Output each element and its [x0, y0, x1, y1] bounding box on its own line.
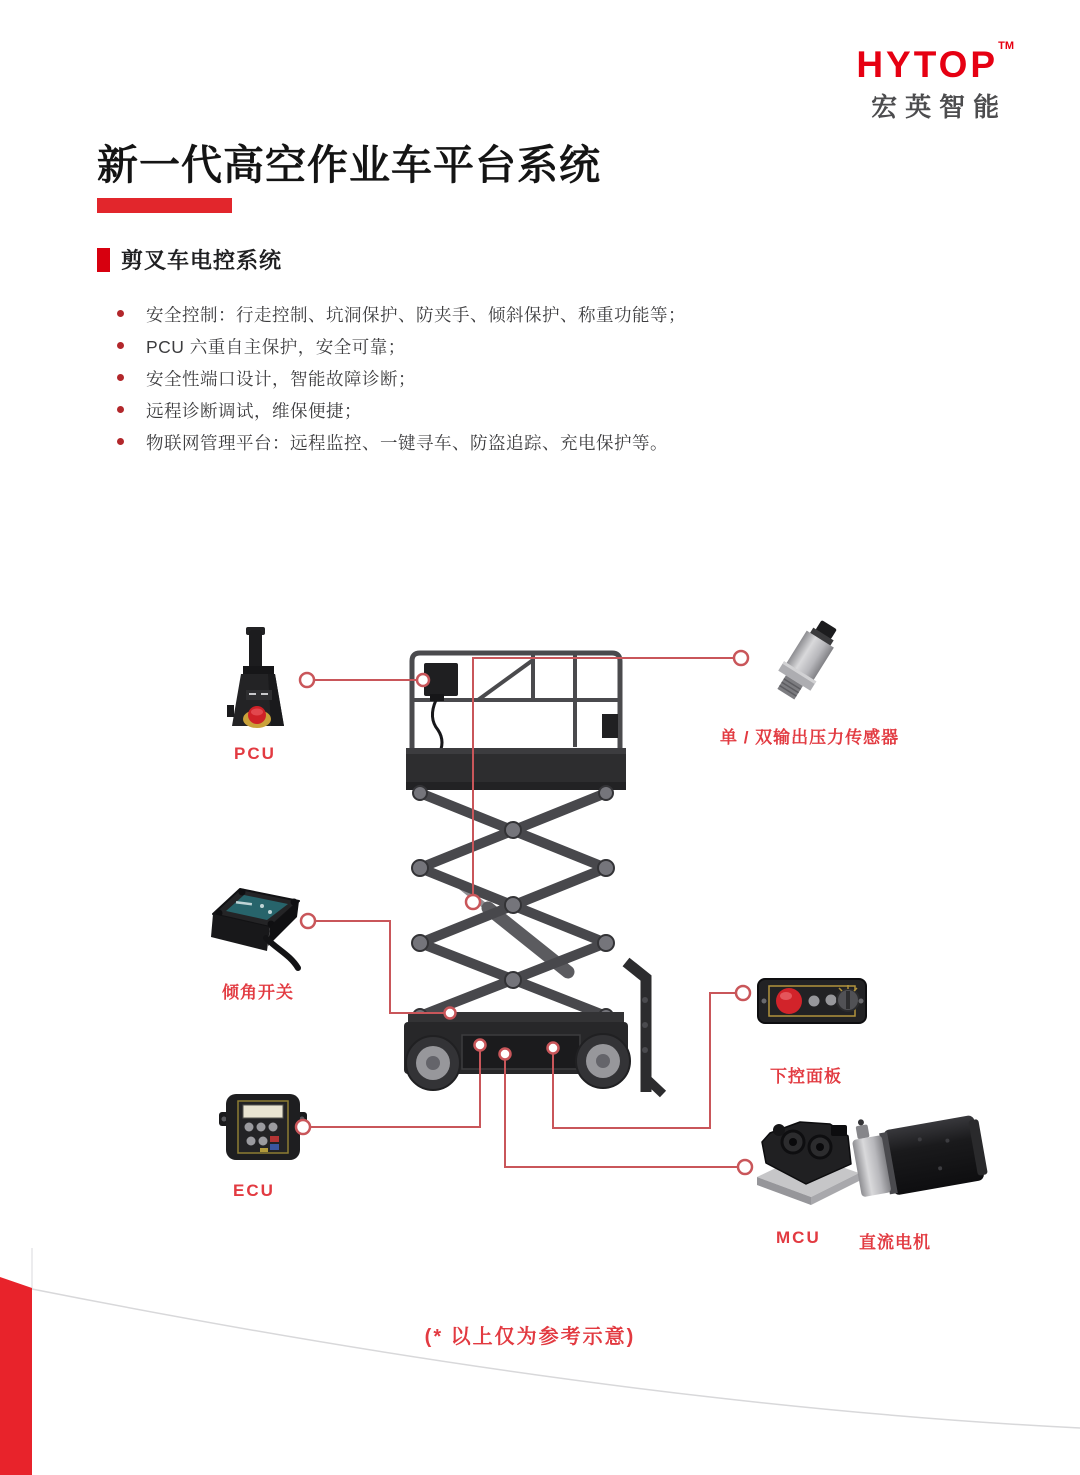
bullet-text: 物联网管理平台：远程监控、一键寻车、防盗追踪、充电保护等。 [146, 433, 668, 453]
bullet-text: 安全性端口设计，智能故障诊断； [146, 369, 416, 389]
bullet-text: PCU 六重自主保护，安全可靠； [146, 337, 406, 357]
bullet-dot [117, 406, 124, 413]
pcu-image [227, 627, 284, 728]
logo-trademark: TM [998, 40, 1014, 52]
bullet-text: 安全控制：行走控制、坑洞保护、防夹手、倾斜保护、称重功能等； [146, 305, 686, 325]
title-underline [97, 198, 232, 213]
bullet-dot [117, 310, 124, 317]
tilt-switch-image [211, 889, 299, 969]
label-pcu: PCU [234, 744, 276, 763]
bullet-text: 远程诊断调试，维保便捷； [146, 401, 362, 421]
list-item [117, 366, 686, 398]
bullet-dot [117, 342, 124, 349]
section-header [97, 244, 282, 275]
scissor-lift-illustration [404, 653, 663, 1094]
red-corner-bar [0, 1277, 32, 1475]
page-curl-decoration [0, 1200, 1080, 1475]
mcu-image [757, 1122, 859, 1205]
list-item [117, 302, 686, 334]
logo [856, 40, 1014, 124]
label-lower-control-panel: 下控面板 [770, 1067, 842, 1086]
logo-company-text: 宏英智能 [871, 92, 1008, 122]
page-title: 新一代高空作业车平台系统 [97, 142, 601, 188]
label-ecu: ECU [233, 1181, 275, 1200]
lower-control-panel-image [758, 979, 866, 1023]
label-dc-motor: 直流电机 [859, 1233, 931, 1252]
section-heading: 剪叉车电控系统 [121, 248, 283, 273]
list-item [117, 398, 686, 430]
label-tilt-switch: 倾角开关 [222, 983, 294, 1002]
dc-motor-image [849, 1099, 989, 1201]
label-pressure-sensor: 单 / 双输出压力传感器 [720, 728, 900, 747]
bullet-dot [117, 374, 124, 381]
bullet-dot [117, 438, 124, 445]
label-mcu: MCU [776, 1228, 821, 1247]
ecu-image [219, 1094, 307, 1160]
logo-brand-text: HYTOP [856, 44, 999, 85]
pressure-sensor-image [770, 615, 846, 705]
list-item [117, 430, 686, 462]
diagram-note: (* 以上仅为参考示意) [424, 1326, 636, 1348]
logo-brand [856, 40, 1014, 85]
feature-list [117, 302, 686, 462]
list-item [117, 334, 686, 366]
section-marker [97, 248, 110, 272]
